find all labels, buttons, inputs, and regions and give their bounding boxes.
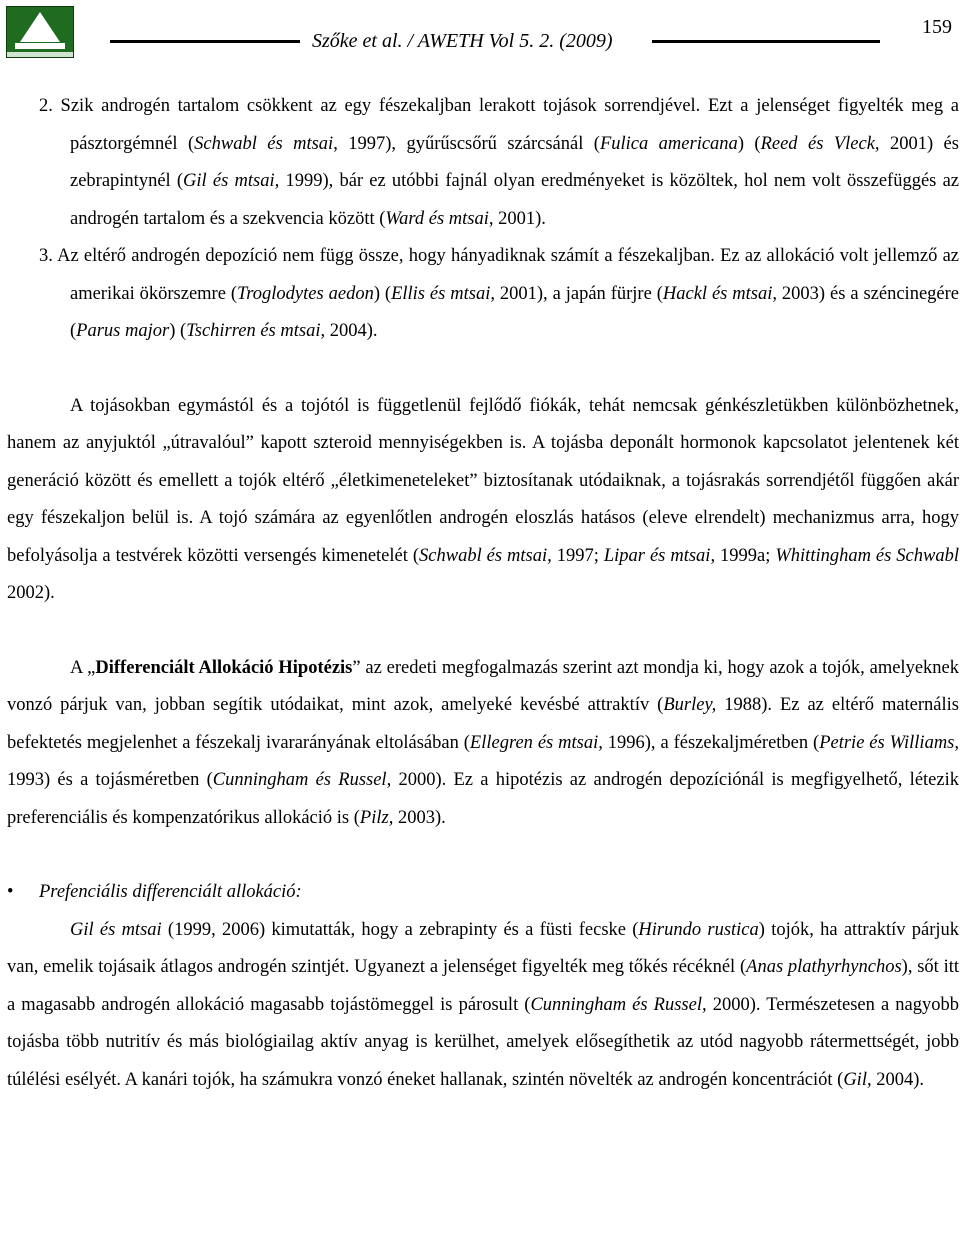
text-run: Gil, — [843, 1069, 872, 1090]
text-run: Tschirren és mtsai — [186, 321, 321, 341]
list-item-3 — [7, 238, 959, 351]
text-run: Fulica americana — [599, 133, 738, 154]
text-run: 3. Az eltérő androgén depozíció nem függ össze, hogy hányadiknak számít a fészekaljban. Ez az allokáció volt jellemző az amerikai ökörszemre ( — [39, 246, 959, 304]
text-run: 1988). Ez az eltérő maternális befektetés megjelenhet a fészekalj ivararányának eltolásában ( — [7, 695, 959, 753]
text-run: A „ — [70, 657, 96, 678]
text-run: Hackl és mtsai, — [662, 283, 778, 304]
list-item-2 — [7, 88, 959, 238]
text-run: 1996), a fészekaljméretben ( — [602, 732, 820, 753]
text-run: 2001). — [493, 208, 546, 229]
text-run: Burley, — [663, 695, 717, 715]
text-run: Schwabl és mtsai — [194, 133, 334, 154]
text-run: (1999, 2006) kimutatták, hogy a zebrapinty és a füsti fecske ( — [161, 919, 639, 940]
paragraph-preferential-allocation — [7, 912, 959, 1100]
text-run: ) ( — [373, 283, 392, 304]
paragraph-differential-allocation — [7, 650, 959, 838]
text-run: Petrie és Williams, — [819, 732, 960, 753]
bullet-heading — [7, 874, 959, 912]
text-run: Reed és Vleck, — [760, 133, 880, 154]
text-run: , 2004). — [320, 321, 378, 341]
text-run: A tojásokban egymástól és a tojótól is függetlenül fejlődő fiókák, tehát nemcsak génkészletükben különbözhetnek, hanem az anyjuktól „útravalóul” kapott szteroid mennyiségekben is. A tojásba deponált hormonok kapcsolatot jelentenek két generáció között és emellett a tojók eltérő „életkimeneteleket” biztosítanak utódaiknak, a tojásrakás sorrendjétől függően akár egy fészekaljon belül is. A tojó számára az egyenlőtlen androgén eloszlás hatásos (eleve elrendelt) mechanizmus arra, hogy befolyásolja a testvérek közötti versengés kimenetelét ( — [7, 395, 959, 566]
text-run: ), sőt itt a magasabb androgén allokáció magasabb tojástömeggel is párosult ( — [7, 957, 960, 1015]
text-run: ) ( — [737, 133, 761, 154]
text-run: Troglodytes aedon — [237, 283, 374, 304]
text-run: Gil és mtsai — [70, 919, 162, 940]
journal-logo-icon — [6, 6, 74, 58]
paragraph-egg-hormones — [7, 388, 959, 613]
text-run: 1999), bár ez utóbbi fajnál olyan eredményeket is közöltek, hol nem volt összefüggés az androgén tartalom és a szekvencia között ( — [70, 171, 959, 229]
text-run: 2002). — [7, 583, 55, 603]
text-run: Lipar és mtsai, — [603, 545, 716, 566]
text-run: 2000). Természetesen a nagyobb tojásba több nutritív és más biológiailag aktív anyag is kerülhet, amelyek elősegíthetik az utód nagyobb rátermettségét, jobb túlélési esélyét. A kanári tojók, ha számukra vonzó éneket hallanak, szintén növelték az androgén koncentrációt ( — [7, 994, 959, 1090]
text-run: Ellegren és mtsai, — [469, 732, 603, 753]
text-run: Ward és mtsai, — [385, 208, 494, 229]
text-run: ” az eredeti megfogalmazás szerint azt mondja ki, hogy azok a tojók, amelyeknek vonzó párjuk van, jobban segítik utódaikat, mint azok, amelyeké kevésbé attraktív ( — [7, 657, 959, 715]
text-run: 2001), a japán fürjre ( — [494, 283, 663, 304]
text-run: Hirundo rustica — [638, 919, 759, 940]
text-run: , 1997), gyűrűscsőrű szárcsánál ( — [333, 133, 600, 154]
text-run: ) ( — [169, 321, 187, 341]
text-run: Schwabl és mtsai, — [419, 545, 552, 566]
text-run: Gil és mtsai, — [183, 171, 280, 191]
text-run: 2003). — [393, 807, 446, 828]
text-run: ) tojók, ha attraktív párjuk van, emelik tojásaik átlagos androgén szintjét. Ugyanezt a jelenséget figyelték meg tőkés récéknél ( — [7, 919, 960, 977]
text-run: Whittingham és Schwabl — [775, 545, 959, 566]
bullet-symbol: • — [7, 882, 14, 902]
page-header — [0, 0, 960, 70]
header-rule-left — [110, 40, 300, 43]
text-run: Anas plathyrhynchos — [746, 957, 902, 977]
text-run: 2004). — [871, 1069, 924, 1090]
text-run: Ellis és mtsai, — [391, 283, 495, 304]
header-rule-right — [652, 40, 880, 43]
text-run: Parus major — [76, 321, 170, 341]
journal-citation: Szőke et al. / AWETH Vol 5. 2. (2009) — [312, 30, 613, 52]
text-run: 1993) és a tojásméretben ( — [7, 770, 213, 790]
bullet-label: Prefenciális differenciált allokáció: — [39, 882, 302, 902]
page-body — [7, 88, 959, 1099]
text-run: 2. Szik androgén tartalom csökkent az egy fészekaljban lerakott tojások sorrendjével. Ezt a jelenséget figyelték meg a pásztorgémnél ( — [39, 96, 959, 154]
text-run: Differenciált Allokáció Hipotézis — [95, 657, 353, 678]
page-number: 159 — [922, 16, 952, 38]
text-run: Pilz, — [359, 807, 394, 828]
text-run: Cunningham és Russel, — [530, 994, 707, 1015]
text-run: 1999a; — [715, 545, 776, 566]
text-run: Cunningham és Russel, — [212, 770, 392, 790]
text-run: 2001) és zebrapintynél ( — [70, 133, 959, 191]
text-run: 2003) és a széncinegére ( — [70, 283, 959, 341]
text-run: 2000). Ez a hipotézis az androgén depozíciónál is megfigyelhető, létezik preferenciális és kompenzatórikus allokáció is ( — [7, 770, 959, 828]
text-run: 1997; — [551, 545, 604, 566]
